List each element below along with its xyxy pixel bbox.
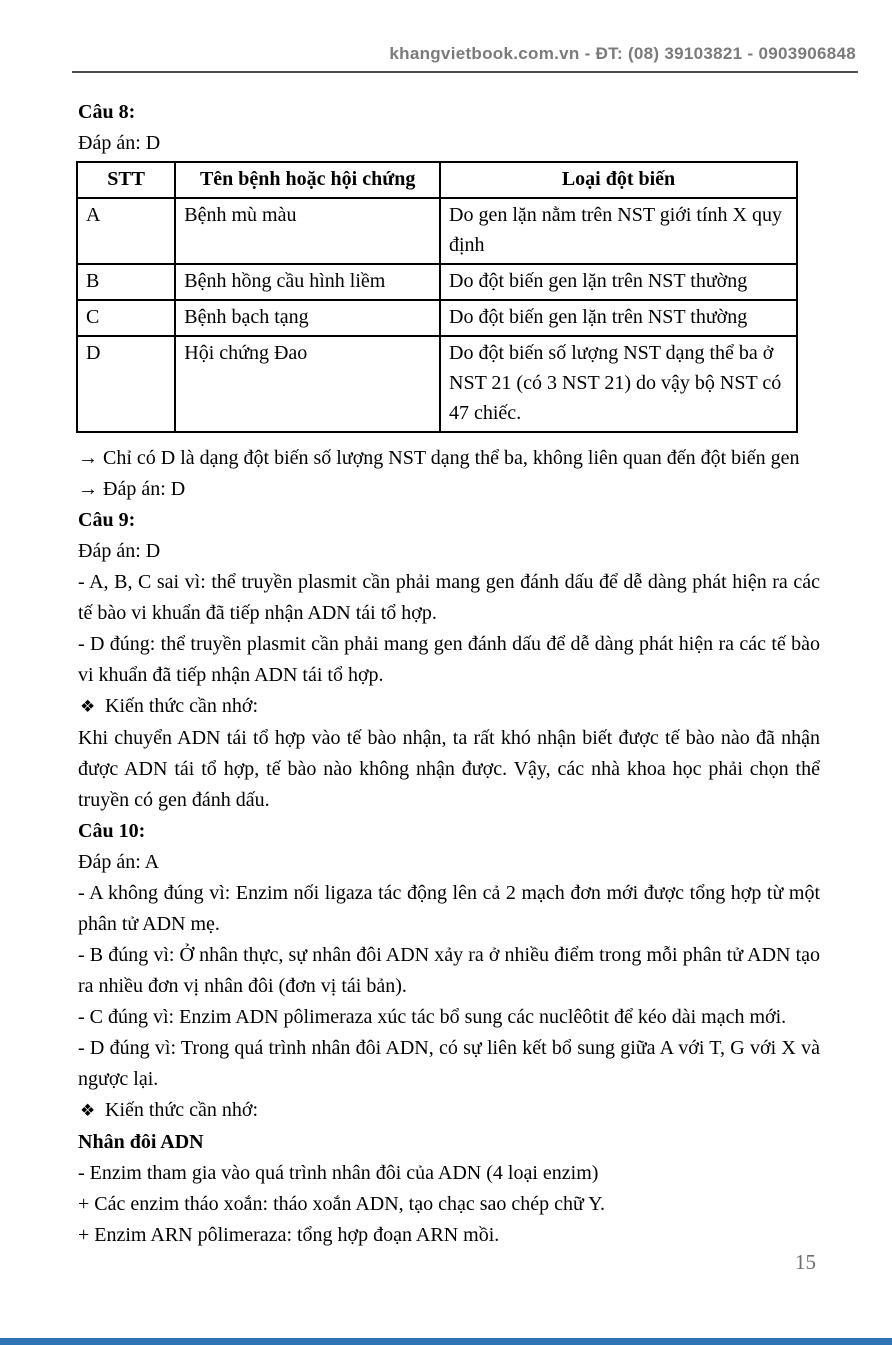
question-10-point: - A không đúng vì: Enzim nối ligaza tác động lên cả 2 mạch đơn mới được tổng hợp từ một phân tử ADN mẹ. (78, 882, 820, 935)
cell-mutation: Do đột biến số lượng NST dạng thể ba ở NST 21 (có 3 NST 21) do vậy bộ NST có 47 chiếc. (440, 336, 797, 432)
table-row (77, 336, 797, 432)
question-8-section (78, 97, 820, 505)
table-header-disease: Tên bệnh hoặc hội chứng (175, 162, 440, 198)
cell-stt: C (77, 300, 175, 336)
question-10-section (78, 816, 820, 1251)
table-row (77, 264, 797, 300)
knowledge-label: Kiến thức cần nhớ: (105, 1099, 259, 1121)
question-9-knowledge-text: Khi chuyển ADN tái tổ hợp vào tế bào nhận, ta rất khó nhận biết được tế bào nào đã nhận được ADN tái tổ hợp, tế bào nào không nhận được. Vậy, các nhà khoa học phải chọn thể truyền có gen đánh dấu. (78, 727, 820, 811)
knowledge-heading (78, 691, 820, 723)
cell-stt: D (77, 336, 175, 432)
cell-disease: Bệnh hồng cầu hình liềm (175, 264, 440, 300)
header-site-info: khangvietbook.com.vn - ĐT: (08) 39103821 - 0903906848 (389, 44, 856, 63)
page-header (0, 0, 892, 73)
cell-mutation: Do gen lặn nằm trên NST giới tính X quy định (440, 198, 797, 264)
knowledge-point: + Các enzim tháo xoắn: tháo xoắn ADN, tạo chạc sao chép chữ Y. (78, 1193, 605, 1215)
knowledge-point: + Enzim ARN pôlimeraza: tổng hợp đoạn ARN mồi. (78, 1224, 500, 1246)
bottom-accent-bar (0, 1338, 892, 1345)
question-10-point: - C đúng vì: Enzim ADN pôlimeraza xúc tác bổ sung các nuclêôtit để kéo dài mạch mới. (78, 1006, 787, 1028)
knowledge-point: - Enzim tham gia vào quá trình nhân đôi của ADN (4 loại enzim) (78, 1162, 599, 1184)
cell-stt: A (77, 198, 175, 264)
question-9-title: Câu 9: (78, 509, 136, 531)
question-10-title: Câu 10: (78, 820, 146, 842)
cell-mutation: Do đột biến gen lặn trên NST thường (440, 300, 797, 336)
table-row (77, 198, 797, 264)
cell-disease: Bệnh mù màu (175, 198, 440, 264)
question-8-conclusion: → Chỉ có D là dạng đột biến số lượng NST dạng thể ba, không liên quan đến đột biến gen (78, 447, 800, 469)
question-8-final-answer: → Đáp án: D (78, 478, 186, 500)
question-8-answer: Đáp án: D (78, 132, 161, 154)
knowledge-label: Kiến thức cần nhớ: (105, 695, 259, 717)
cell-mutation: Do đột biến gen lặn trên NST thường (440, 264, 797, 300)
cell-disease: Hội chứng Đao (175, 336, 440, 432)
question-9-section (78, 505, 820, 816)
diamond-bullet-icon: ❖ (80, 697, 96, 717)
header-divider (72, 71, 858, 73)
question-9-point: - A, B, C sai vì: thể truyền plasmit cần phải mang gen đánh dấu để dễ dàng phát hiện ra các tế bào vi khuẩn đã tiếp nhận ADN tái tổ hợp. (78, 571, 820, 624)
knowledge-subtitle: Nhân đôi ADN (78, 1131, 204, 1153)
question-10-point: - D đúng vì: Trong quá trình nhân đôi ADN, có sự liên kết bổ sung giữa A với T, G với X và ngược lại. (78, 1037, 820, 1090)
table-header-stt: STT (77, 162, 175, 198)
table-header-row (77, 162, 797, 198)
page-content (78, 97, 820, 1251)
question-10-answer: Đáp án: A (78, 851, 160, 873)
question-9-answer: Đáp án: D (78, 540, 161, 562)
cell-stt: B (77, 264, 175, 300)
diamond-bullet-icon: ❖ (80, 1101, 96, 1121)
table-header-mutation: Loại đột biến (440, 162, 797, 198)
table-row (77, 300, 797, 336)
cell-disease: Bệnh bạch tạng (175, 300, 440, 336)
question-10-point: - B đúng vì: Ở nhân thực, sự nhân đôi ADN xảy ra ở nhiều điểm trong mỗi phân tử ADN tạo ra nhiều đơn vị nhân đôi (đơn vị tái bản). (78, 944, 820, 997)
page-number: 15 (795, 1250, 816, 1274)
question-8-title: Câu 8: (78, 101, 136, 123)
knowledge-heading (78, 1095, 820, 1127)
question-9-point: - D đúng: thể truyền plasmit cần phải mang gen đánh dấu để dễ dàng phát hiện ra các tế bào vi khuẩn đã tiếp nhận ADN tái tổ hợp. (78, 633, 820, 686)
mutation-table (76, 161, 798, 433)
